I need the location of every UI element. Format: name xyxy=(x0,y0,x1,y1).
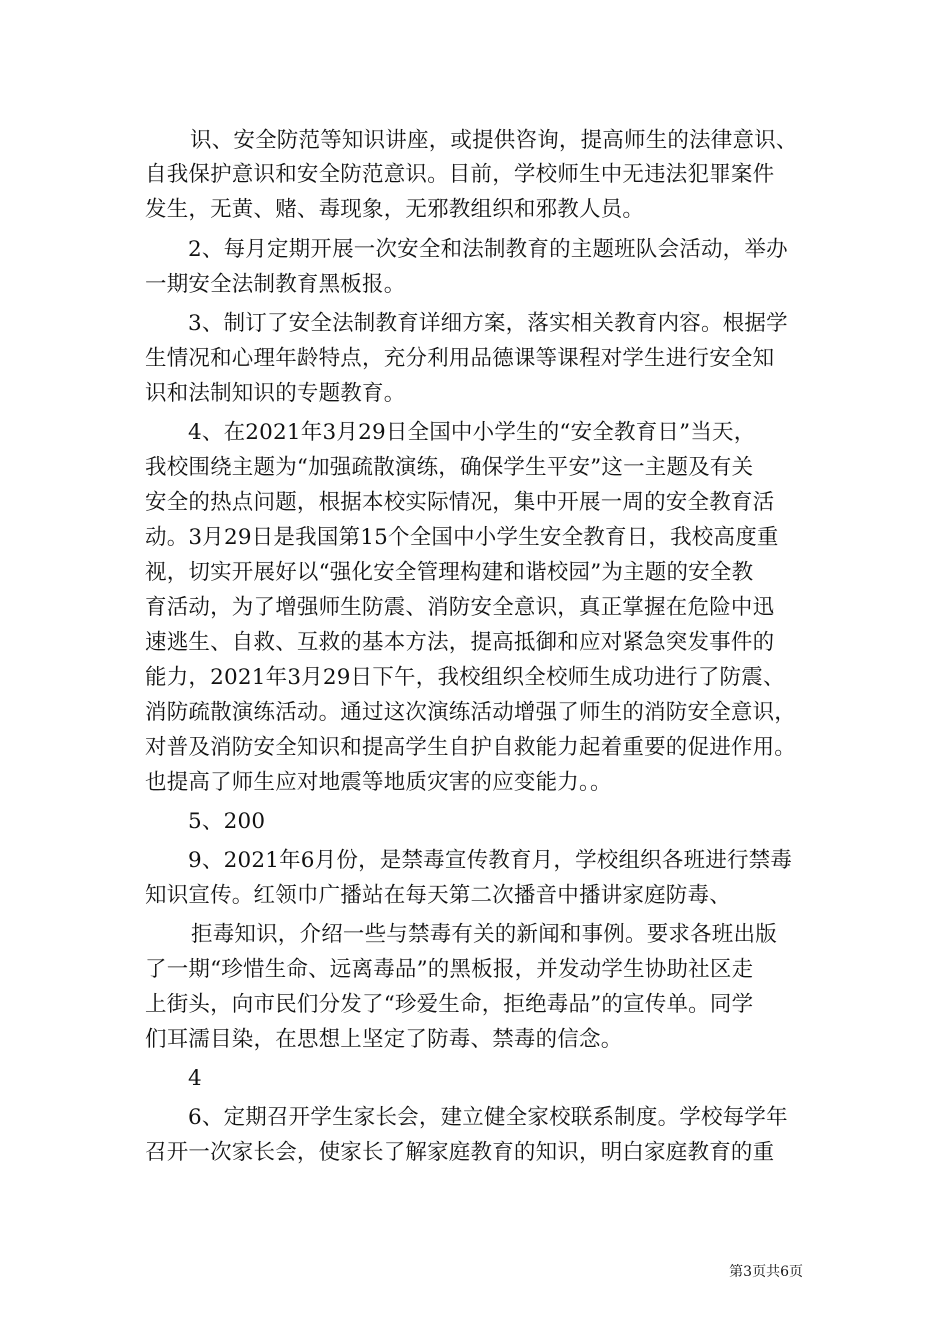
text-line: 上街头，向市民们分发了“珍爱生命，拒绝毒品”的宣传单。同学 xyxy=(145,992,754,1017)
text-line: 召开一次家长会，使家长了解家庭教育的知识，明白家庭教育的重 xyxy=(145,1140,775,1165)
text-line: 能力，2021年3月29日下午，我校组织全校师生成功进行了防震、 xyxy=(145,665,785,690)
text-line: 们耳濡目染，在思想上坚定了防毒、禁毒的信念。 xyxy=(145,1027,623,1052)
text-line: 5、200 xyxy=(188,809,266,834)
text-line: 2、每月定期开展一次安全和法制教育的主题班队会活动，举办 xyxy=(188,237,788,262)
text-line: 4、在2021年3月29日全国中小学生的“安全教育日”当天， xyxy=(188,420,756,445)
text-line: 了一期“珍惜生命、远离毒品”的黑板报，并发动学生协助社区走 xyxy=(145,957,754,982)
page-number: 第3页共6页 xyxy=(729,1264,803,1280)
text-line: 消防疏散演练活动。通过这次演练活动增强了师生的消防安全意识， xyxy=(145,700,797,725)
text-line: 动。3月29日是我国第15个全国中小学生安全教育日，我校高度重 xyxy=(145,525,779,550)
text-line: 知识宣传。红领巾广播站在每天第二次播音中播讲家庭防毒、 xyxy=(145,883,731,908)
text-line: 4 xyxy=(188,1066,202,1091)
text-line: 安全的热点问题，根据本校实际情况，集中开展一周的安全教育活 xyxy=(145,490,775,515)
text-line: 6、定期召开学生家长会，建立健全家校联系制度。学校每学年 xyxy=(188,1105,788,1130)
text-line: 拒毒知识，介绍一些与禁毒有关的新闻和事例。要求各班出版 xyxy=(191,922,777,947)
text-line: 识、安全防范等知识讲座，或提供咨询，提高师生的法律意识、 xyxy=(190,128,798,153)
text-line: 育活动，为了增强师生防震、消防安全意识，真正掌握在危险中迅 xyxy=(145,595,775,620)
text-line: 9、2021年6月份，是禁毒宣传教育月，学校组织各班进行禁毒 xyxy=(188,848,793,873)
text-line: 3、制订了安全法制教育详细方案，落实相关教育内容。根据学 xyxy=(188,311,788,336)
text-line: 也提高了师生应对地震等地质灾害的应变能力。。 xyxy=(145,770,612,795)
text-line: 对普及消防安全知识和提高学生自护自救能力起着重要的促进作用。 xyxy=(145,735,797,760)
text-line: 速逃生、自救、互救的基本方法，提高抵御和应对紧急突发事件的 xyxy=(145,630,775,655)
text-line: 识和法制知识的专题教育。 xyxy=(145,381,406,406)
text-line: 视，切实开展好以“强化安全管理构建和谐校园”为主题的安全教 xyxy=(145,560,754,585)
text-line: 一期安全法制教育黑板报。 xyxy=(145,272,406,297)
text-line: 自我保护意识和安全防范意识。目前，学校师生中无违法犯罪案件 xyxy=(145,162,775,187)
text-line: 生情况和心理年龄特点，充分利用品德课等课程对学生进行安全知 xyxy=(145,346,775,371)
text-line: 发生，无黄、赌、毒现象，无邪教组织和邪教人员。 xyxy=(145,197,645,222)
text-line: 我校围绕主题为“加强疏散演练，确保学生平安”这一主题及有关 xyxy=(145,455,754,480)
